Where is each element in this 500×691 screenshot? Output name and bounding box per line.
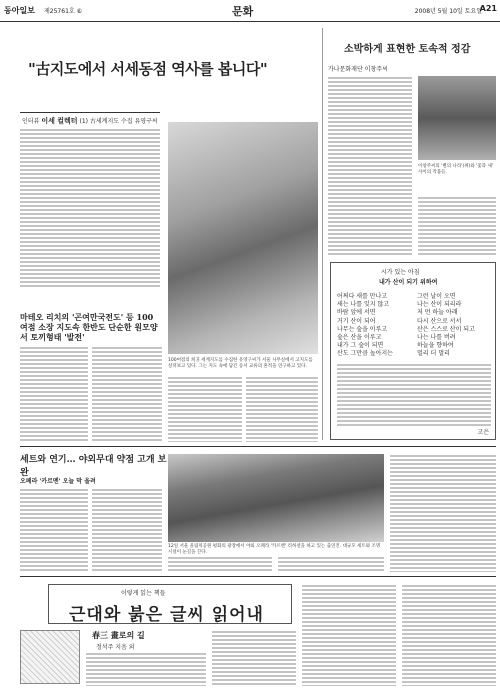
book-body-col-1 (86, 652, 206, 686)
drama-photo-caption: 12일 서울 올림픽공원 평화의 광장에서 야외 오페라 '카르멘' 리허설을 하고 있는 출연진. 대규모 세트와 조명 시설이 눈길을 끈다. (168, 544, 381, 555)
main-body-col-2 (92, 346, 162, 442)
main-body-col-1 (20, 346, 88, 442)
drama-body-col-5 (390, 454, 496, 572)
newspaper-logo: 동아일보 (4, 6, 35, 15)
poem-line: 새는 나를 잊지 않고 (337, 301, 390, 309)
column-divider (322, 28, 323, 440)
main-photo (168, 122, 318, 354)
side-byline: 가나문화재단 이창주씨 (328, 66, 388, 73)
side-body-col-1 (328, 76, 412, 256)
poem-box (330, 262, 496, 440)
drama-headline: 세트와 연기… 야외무대 약점 고개 보완 (20, 455, 167, 478)
poem-line: 숲은 산을 이루고 (337, 334, 382, 342)
book-body-col-3 (302, 584, 396, 686)
byline-prefix: 인터뷰 (22, 118, 40, 125)
poem-subtitle: 내가 산이 되기 위하여 (379, 279, 438, 286)
poem-line: 하늘을 향하여 (417, 342, 454, 350)
poem-line: 어쩌다 새를 만나고 (337, 293, 388, 300)
side-photo-caption: 이창주씨의 '별의 나라'(위)와 '꽃과 새' 사이의 작품들. (418, 164, 494, 175)
poem-line: 그런 날이 오면 (417, 293, 456, 300)
section-rule-1 (20, 446, 496, 447)
section-title: 문화 (232, 5, 254, 18)
drama-body-col-2 (92, 488, 162, 572)
main-headline: "古지도에서 서세동점 역사를 봅니다" (28, 60, 268, 78)
book-body-col-4 (402, 584, 496, 686)
side-headline: 소박하게 표현한 토속적 정감 (344, 44, 471, 55)
main-body-col-3 (168, 376, 242, 442)
poem-line: 다시 산으로 서서 (417, 317, 462, 325)
poem-line: 내가 그 숲이 되면 (337, 342, 384, 350)
poem-line: 산은 스스로 산이 되고 (417, 325, 475, 333)
section-rule-2 (20, 576, 496, 577)
poem-line: 멀리 더 멀리 (417, 350, 450, 358)
drama-body-col-1 (20, 488, 88, 572)
drama-subheadline: 오페라 '카르멘' 오늘 막 올려 (20, 478, 96, 485)
poem-lines-right (417, 293, 493, 359)
poem-line: 나는 나를 버려 (417, 334, 456, 342)
book-banner-title: 근대와 붉은 글씨 읽어내 (69, 605, 264, 625)
byline-suffix: (1) 古세계지도 수집 유영구씨 (79, 118, 158, 125)
book-title: 春三 畫로의 길 (92, 630, 145, 640)
book-body-col-2 (212, 630, 296, 686)
publication-date: 2008년 5월 10일 토요일 (414, 8, 482, 15)
drama-body-col-4 (278, 556, 384, 572)
poem-commentary (337, 363, 491, 427)
side-body-col-2 (418, 196, 496, 256)
book-banner (48, 584, 292, 624)
poem-line: 바람 앞에 서면 (337, 309, 376, 317)
book-banner-label: 이렇게 읽는 책들 (121, 590, 166, 597)
issue-number: 제25761호 ⑥ (44, 8, 82, 15)
poem-line: 나는 산이 되리라 (417, 301, 462, 309)
byline-name: 이세 컬렉터 (41, 117, 78, 125)
masthead (0, 0, 500, 22)
drama-photo (168, 454, 384, 542)
poem-poet: 고은 (477, 429, 489, 436)
book-author: 정석주 지음 외 (96, 644, 135, 651)
book-illustration (20, 630, 80, 684)
drama-body-col-3 (168, 556, 272, 572)
main-photo-caption: 100여점의 희귀 세계지도를 수집한 유영구씨가 서울 사무실에서 고지도를 살펴보고 있다. 그는 지도 속에 담긴 동서 교류의 흔적을 연구하고 있다. (168, 358, 313, 369)
main-byline (22, 116, 162, 126)
poem-line: 산도 그만큼 높아지는 (337, 350, 393, 358)
main-subheadline: 마테오 리치의 '곤여만국전도' 등 100여점 소장 지도속 한반도 단순한 원모양서 토끼형태 '발전' (20, 312, 158, 342)
side-photo (418, 76, 496, 160)
headline-rule (20, 112, 160, 113)
poem-lines-left (337, 293, 413, 359)
poem-label: 시가 있는 아침 (381, 269, 420, 276)
poem-line: 저 먼 하늘 아래 (417, 309, 458, 317)
main-intro-text (20, 128, 160, 288)
page-number: A21 (479, 4, 497, 13)
main-body-col-4 (246, 376, 318, 442)
poem-line: 거기 산이 되어 (337, 317, 376, 325)
poem-line: 나무는 숲을 이루고 (337, 325, 388, 333)
